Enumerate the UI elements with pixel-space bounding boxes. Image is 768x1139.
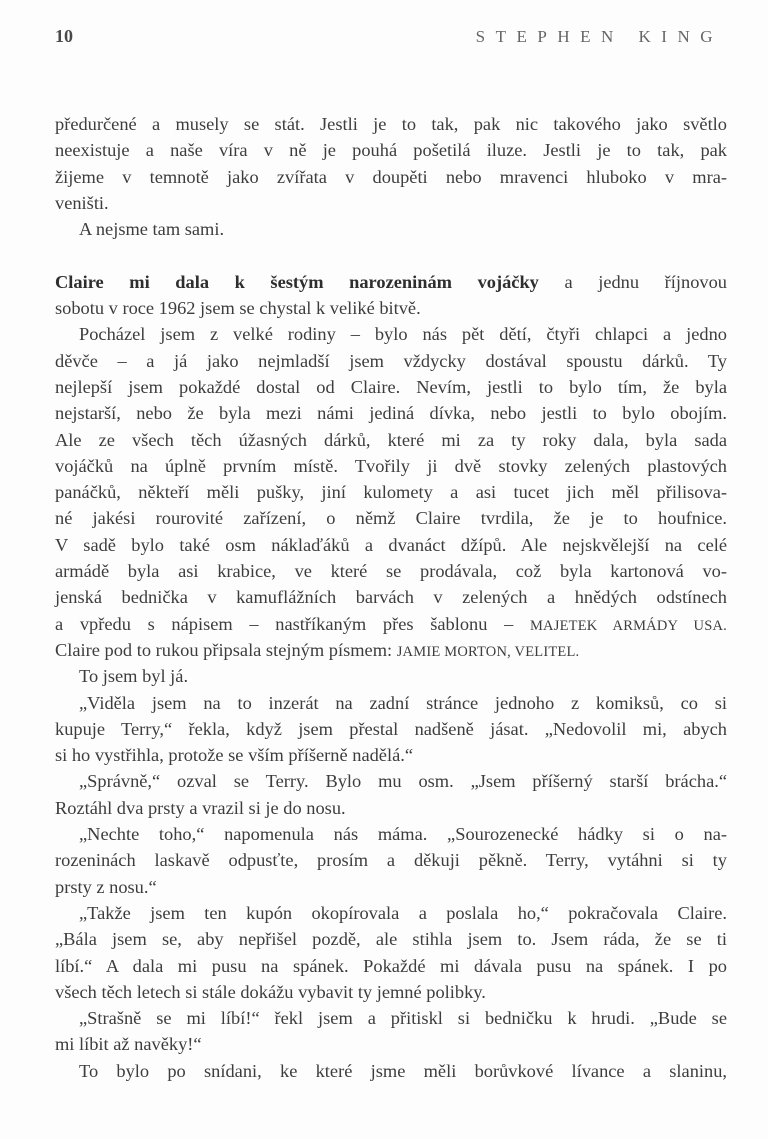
- text-line: všech těch letech si stále dokážu vybavit ty jemné polibky.: [55, 981, 486, 1002]
- text-line: sobotu v roce 1962 jsem se chystal k veliké bitvě.: [55, 298, 421, 319]
- page-number: 10: [55, 26, 73, 46]
- text-line: „Nechte toho,“ napomenula nás máma. „Sourozenecké hádky si o na-: [79, 824, 727, 845]
- text-fragment: a vpředu s nápisem – nastříkaným přes šablonu –: [55, 613, 530, 634]
- text-line: „Strašně se mi líbí!“ řekl jsem a přitiskl si bedničku k hrudi. „Bude se: [79, 1008, 727, 1029]
- text-line: kupuje Terry,“ řekla, když jsem přestal nadšeně jásat. „Nedovolil mi, abych: [55, 718, 727, 739]
- paragraph: [55, 663, 727, 689]
- paragraph: [55, 269, 727, 322]
- paragraph: [55, 768, 727, 821]
- text-fragment: a jednu říjnovou: [538, 271, 727, 292]
- text-line: Pocházel jsem z velké rodiny – bylo nás pět dětí, čtyři chlapci a jedno: [79, 324, 727, 345]
- text-line: To jsem byl já.: [79, 666, 189, 687]
- section-break: [55, 242, 727, 268]
- paragraph: [55, 900, 727, 1005]
- text-line: [55, 637, 727, 663]
- text-line: jenská bednička v kamuflážních barvách v zelených a hnědých odstínech: [55, 587, 727, 608]
- text-line: „Správně,“ ozval se Terry. Bylo mu osm. „Jsem příšerný starší brácha.“: [79, 771, 727, 792]
- text-line: „Viděla jsem na to inzerát na zadní stránce jednoho z komiksů, co si: [79, 692, 727, 713]
- text-line: líbí.“ A dala mi pusu na spánek. Pokaždé mi dávala pusu na spánek. I po: [55, 955, 727, 976]
- text-line: V sadě bylo také osm náklaďáků a dvanáct džípů. Ale nejskvělejší na celé: [55, 534, 727, 555]
- text-line: panáčků, někteří měli pušky, jiní kulomety a asi tucet jich měl přilisova-: [55, 482, 727, 503]
- body-text: [55, 111, 727, 1084]
- paragraph: [55, 690, 727, 769]
- text-line: A nejsme tam sami.: [79, 219, 225, 240]
- text-line: „Bála jsem se, aby nepřišel pozdě, ale stihla jsem to. Jsem ráda, že se ti: [55, 929, 727, 950]
- text-line: „Takže jsem ten kupón okopírovala a poslala ho,“ pokračovala Claire.: [79, 902, 727, 923]
- text-line: nejstarší, nebo že byla mezi námi jediná dívka, nebo jestli to bylo obojím.: [55, 403, 727, 424]
- text-line: prsty z nosu.“: [55, 876, 157, 897]
- text-line: žijeme v temnotě jako zvířata v doupěti nebo mravenci hluboko v mra-: [55, 166, 727, 187]
- text-line: děvče – a já jako nejmladší jsem vždycky dostával spoustu dárků. Ty: [55, 350, 727, 371]
- text-line: Ale ze všech těch úžasných dárků, které mi za ty roky dala, byla sada: [55, 429, 727, 450]
- text-line: si ho vystřihla, protože se vším příšerně nadělá.“: [55, 745, 414, 766]
- text-line: předurčené a musely se stát. Jestli je to tak, pak nic takového jako světlo: [55, 114, 727, 134]
- text-line: neexistuje a naše víra v ně je pouhá pošetilá iluze. Jestli je to tak, pak: [55, 140, 727, 161]
- paragraph: [55, 216, 727, 242]
- text-line: veništi.: [55, 192, 109, 213]
- section-lead-in: Claire mi dala k šestým narozeninám vojáčky: [55, 271, 539, 292]
- paragraph: [55, 821, 727, 900]
- paragraph: [55, 111, 727, 216]
- text-line: [55, 611, 727, 637]
- small-caps-text: JAMIE MORTON, VELITEL.: [396, 643, 580, 660]
- running-head-author: STEPHEN KING: [475, 27, 723, 46]
- text-line: mi líbit až navěky!“: [55, 1034, 202, 1055]
- text-line: vojáčků na úplně prvním místě. Tvořily ji dvě stovky zelených plastových: [55, 455, 727, 476]
- text-line: armádě byla asi krabice, ve které se prodávala, což byla kartonová vo-: [55, 561, 727, 582]
- text-line: To bylo po snídani, ke které jsme měli borůvkové lívance a slaninu,: [79, 1060, 727, 1081]
- text-line: nejlepší jsem pokaždé dostal od Claire. Nevím, jestli to bylo tím, že byla: [55, 376, 727, 397]
- text-line: né jakési rourovité zařízení, o němž Claire tvrdila, že je to houfnice.: [55, 508, 727, 529]
- text-line: Roztáhl dva prsty a vrazil si je do nosu.: [55, 797, 346, 818]
- paragraph: [55, 1005, 727, 1058]
- text-line: rozeninách laskavě odpusťte, prosím a děkuji pěkně. Terry, vytáhni si ty: [55, 850, 727, 871]
- paragraph: [55, 321, 727, 663]
- text-fragment: Claire pod to rukou připsala stejným písmem:: [55, 639, 397, 660]
- small-caps-text: MAJETEK ARMÁDY USA.: [529, 617, 727, 634]
- paragraph: [55, 1058, 727, 1084]
- running-head: [55, 26, 723, 50]
- text-line: [55, 269, 727, 295]
